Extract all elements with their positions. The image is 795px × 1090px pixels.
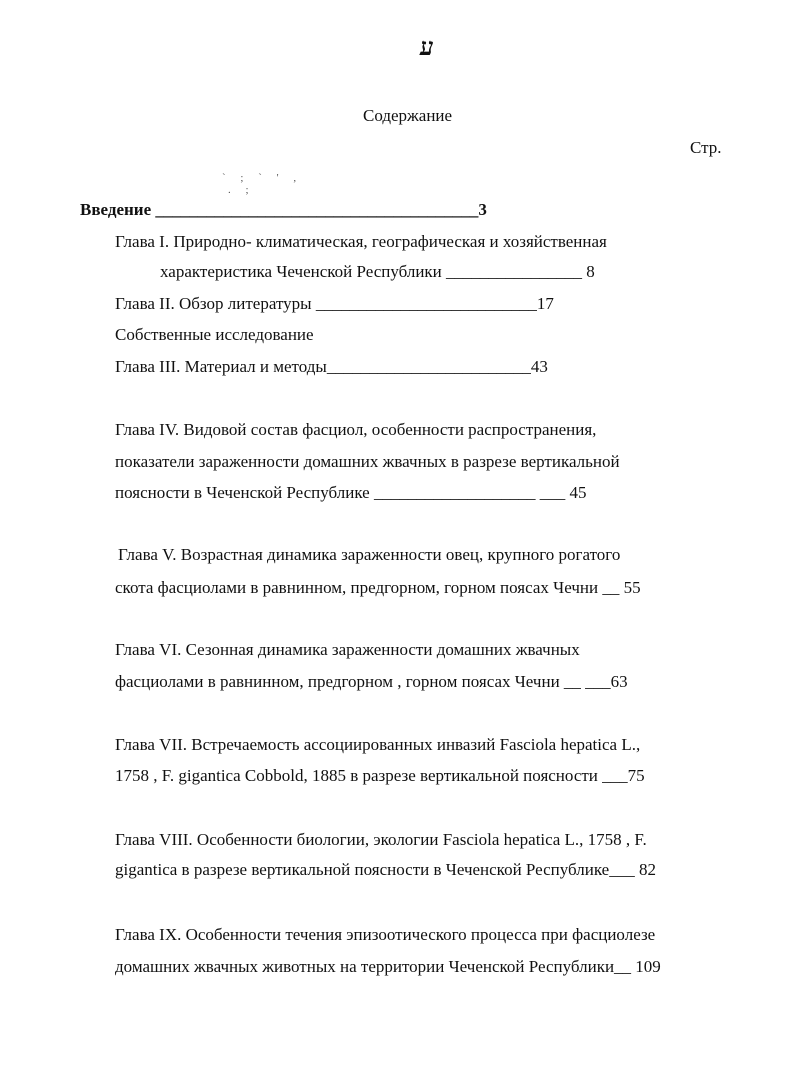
toc-entry-ch6-line1: Глава VI. Сезонная динамика зараженности домашних жвачных [115,640,580,659]
toc-entry-ch2: Глава II. Обзор литературы __________________________17 [115,294,554,313]
toc-entry-ch5-line1: Глава V. Возрастная динамика зараженности овец, крупного рогатого [118,545,621,564]
toc-entry-ch8-line2: gigantica в разрезе вертикальной поясности в Чеченской Республике___ 82 [115,860,656,879]
page-column-label: Стр. [690,138,722,157]
toc-entry-ch9-line1: Глава IX. Особенности течения эпизоотического процесса при фасциолезе [115,925,656,944]
toc-entry-ch4-line3: поясности в Чеченской Республике ___________________ ___ 45 [115,483,587,502]
contents-title: Содержание [363,106,453,125]
toc-entry-intro: Введение ______________________________________3 [80,200,487,219]
toc-entry-ch1-line1: Глава I. Природно- климатическая, географическая и хозяйственная [115,232,607,251]
scan-specks-2: . ; [228,184,255,196]
toc-entry-ch7-line2: 1758 , F. gigantica Cobbold, 1885 в разрезе вертикальной поясности ___75 [115,766,645,785]
toc-entry-ch4-line2: показатели зараженности домашних жвачных в разрезе вертикальной [115,452,620,471]
toc-entry-ch4-line1: Глава IV. Видовой состав фасциол, особенности распространения, [115,420,597,439]
handwritten-page-mark: ע [420,35,434,61]
toc-entry-ch6-line2: фасциолами в равнинном, предгорном , горном поясах Чечни __ ___63 [115,672,628,691]
toc-entry-ch9-line2: домашних жвачных животных на территории Чеченской Республики__ 109 [115,957,661,976]
toc-entry-ch7-line1: Глава VII. Встречаемость ассоциированных инвазий Fasciola hepatica L., [115,735,641,754]
toc-entry-ch3: Глава III. Материал и методы________________________43 [115,357,548,376]
toc-entry-ch8-line1: Глава VIII. Особенности биологии, экологии Fasciola hepatica L., 1758 , F. [115,830,647,849]
toc-entry-ch1-line2: характеристика Чеченской Республики ________________ 8 [160,262,595,281]
toc-entry-ch5-line2: скота фасциолами в равнинном, предгорном, горном поясах Чечни __ 55 [115,578,641,597]
scan-specks: ` ; ` ' , [222,172,303,184]
toc-section-own-research: Собственные исследование [115,325,314,344]
